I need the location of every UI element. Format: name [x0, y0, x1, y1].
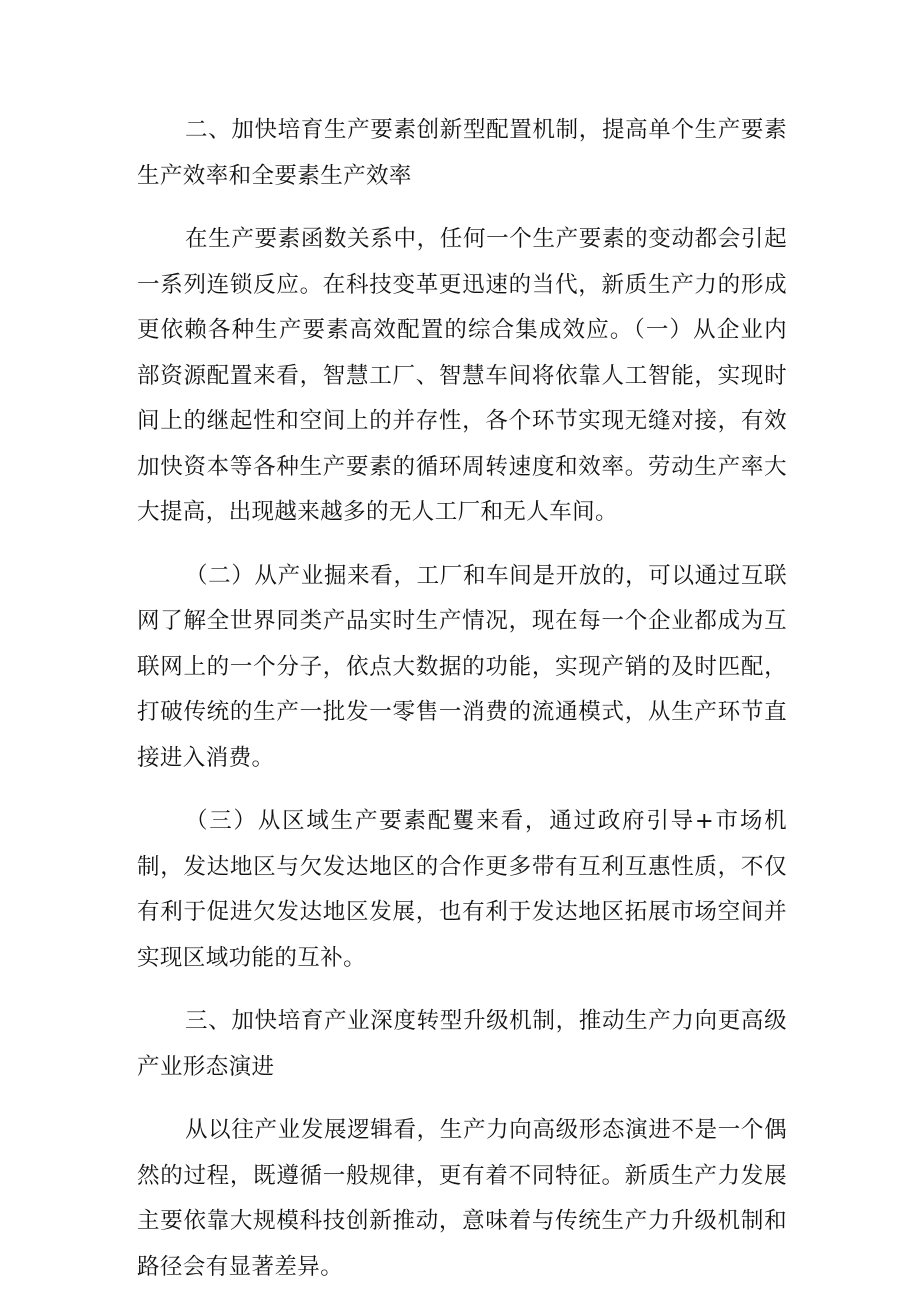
section-heading-3: 三、加快培育产业深度转型升级机制，推动生产力向更高级产业形态演进	[137, 1008, 787, 1080]
paragraph-gap	[137, 981, 787, 999]
paragraph-gap	[137, 536, 787, 554]
body-paragraph: 从以往产业发展逻辑看，生产力向高级形态演进不是一个偶然的过程，既遵循一般规律，更有着不同特征。新质生产力发展主要依靠大规模科技创新推动，意味着与传统生产力升级机制和路径会有显著差异。	[137, 1117, 787, 1280]
body-paragraph: （三）从区域生产要素配矍来看，通过政府引导+市场机制，发达地区与欠发达地区的合作更多带有互利互惠性质，不仅有利于促进欠发达地区发展，也有利于发达地区拓展市场空间并实现区域功能的互补。	[137, 808, 787, 971]
body-paragraph: （二）从产业掘来看，工厂和车间是开放的，可以通过互联网了解全世界同类产品实时生产情况，现在每一个企业都成为互联网上的一个分子，依点大数据的功能，实现产销的及时匹配，打破传统的生产一批发一零售一消费的流通模式，从生产环节直接进入消费。	[137, 562, 787, 771]
section-heading-2: 二、加快培育生产要素创新型配置机制，提高单个生产要素生产效率和全要素生产效率	[137, 117, 787, 189]
body-paragraph: 在生产要素函数关系中，任何一个生产要素的变动都会引起一系列连锁反应。在科技变革更迅速的当代，新质生产力的形成更依赖各种生产要素高效配置的综合集成效应。（一）从企业内部资源配置来看，智慧工厂、智慧车间将依靠人工智能，实现时间上的继起性和空间上的并存性，各个环节实现无缝对接，有效加快资本等各种生产要素的循环周转速度和效率。劳动生产率大大提高，出现越来越多的无人工厂和无人车间。	[137, 226, 787, 525]
paragraph-gap	[137, 199, 787, 217]
paragraph-gap	[137, 781, 787, 799]
paragraph-gap	[137, 1090, 787, 1108]
document-page	[137, 108, 787, 1290]
